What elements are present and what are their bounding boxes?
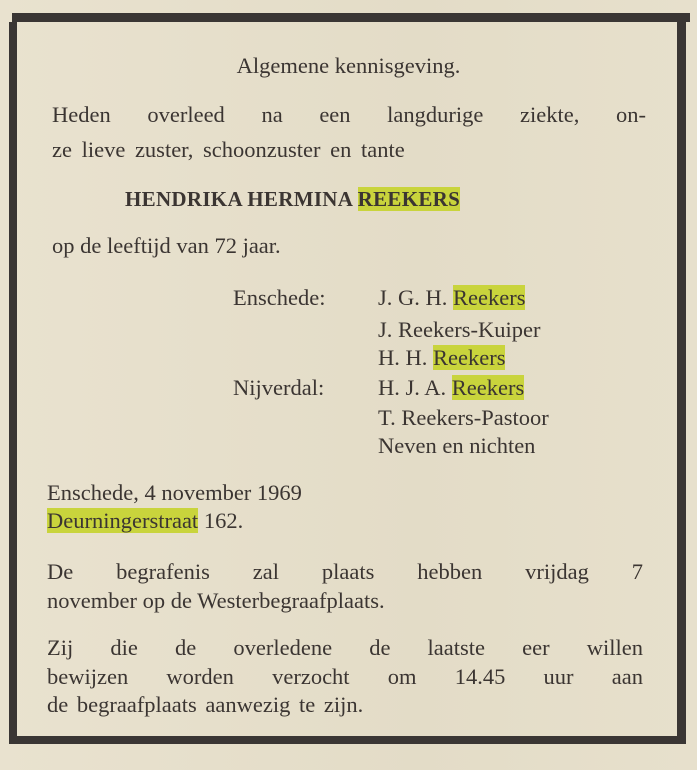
family-initials: J. G. H.: [378, 285, 448, 310]
family-member: [378, 317, 540, 343]
family-place: Enschede:: [233, 285, 326, 310]
date-line: Enschede, 4 november 1969: [47, 480, 302, 505]
heading: Algemene kennisgeving.: [236, 53, 461, 78]
family-name: Neven en nichten: [378, 433, 536, 458]
deceased-given-names: HENDRIKA HERMINA: [125, 187, 353, 211]
family-member: [378, 345, 505, 371]
respects-line-3: de begraafplaats aanwezig te zijn.: [47, 692, 364, 717]
family-name: T. Reekers-Pastoor: [378, 405, 549, 430]
respects-line-2: bewijzen worden verzocht om 14.45 uur aan: [47, 664, 643, 689]
address-line: [47, 508, 243, 534]
border-bottom: [9, 736, 686, 744]
respects-line-1: Zij die de overledene de laatste eer willen: [47, 635, 643, 660]
family-member: [378, 433, 535, 459]
address-number: 162.: [203, 508, 244, 533]
family-place: Nijverdal:: [233, 375, 325, 400]
age-line: op de leeftijd van 72 jaar.: [52, 233, 281, 258]
intro-line-2: ze lieve zuster, schoonzuster en tante: [52, 137, 405, 162]
family-initials: H. H.: [378, 345, 428, 370]
border-left: [9, 22, 17, 740]
funeral-line-2: november op de Westerbegraafplaats.: [47, 588, 385, 613]
deceased-name: [125, 186, 460, 212]
address-street: Deurningerstraat: [47, 508, 199, 533]
family-name: Reekers: [453, 285, 526, 310]
family-name: Reekers: [451, 375, 525, 400]
family-member: [378, 405, 549, 431]
border-top: [12, 13, 690, 22]
border-right: [677, 22, 686, 740]
family-member: [378, 375, 524, 401]
family-name: Reekers: [433, 345, 506, 370]
family-name: J. Reekers-Kuiper: [378, 317, 541, 342]
family-member: [378, 285, 525, 311]
family-initials: H. J. A.: [378, 375, 447, 400]
deceased-surname: REEKERS: [357, 187, 461, 211]
intro-line-1: Heden overleed na een langdurige ziekte, on-: [52, 102, 646, 127]
funeral-line-1: De begrafenis zal plaats hebben vrijdag 7: [47, 559, 643, 584]
